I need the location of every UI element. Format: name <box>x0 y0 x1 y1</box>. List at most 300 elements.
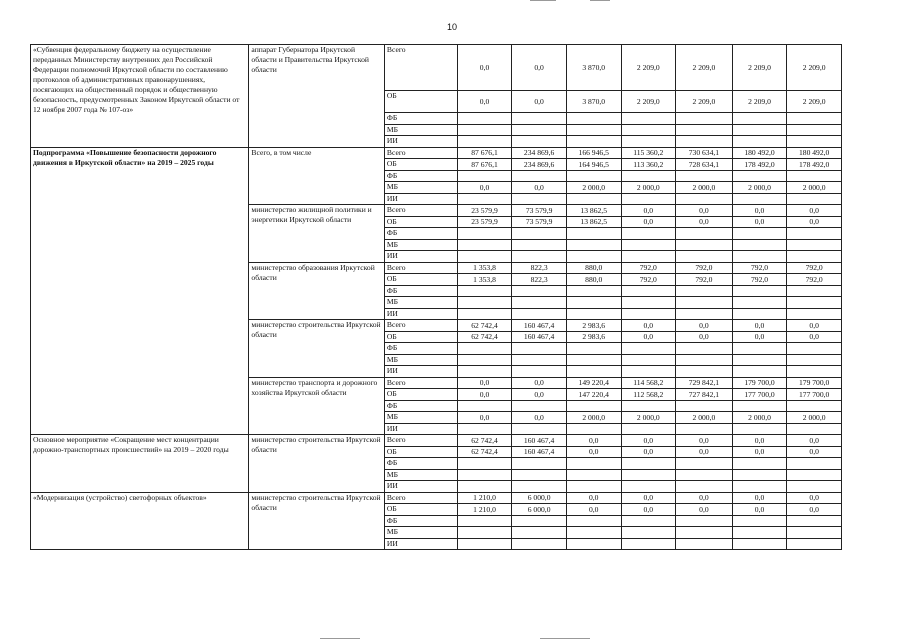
funding-source: ФБ <box>384 285 457 297</box>
amount-cell: 2 983,6 <box>566 331 621 343</box>
amount-cell <box>566 515 621 527</box>
amount-cell <box>732 527 787 539</box>
amount-cell <box>732 285 787 297</box>
amount-cell <box>676 366 733 378</box>
amount-cell <box>566 366 621 378</box>
amount-cell: 2 000,0 <box>787 412 842 424</box>
executor-cell: министерство транспорта и дорожного хозяйства Иркутской области <box>249 377 385 435</box>
amount-cell <box>512 458 567 470</box>
amount-cell: 727 842,1 <box>676 389 733 401</box>
amount-cell: 62 742,4 <box>457 320 512 332</box>
amount-cell <box>566 193 621 205</box>
amount-cell <box>732 343 787 355</box>
amount-cell <box>512 515 567 527</box>
funding-source: ИИ <box>384 538 457 550</box>
funding-source: Всего <box>384 147 457 159</box>
amount-cell <box>732 308 787 320</box>
amount-cell: 880,0 <box>566 274 621 286</box>
amount-cell <box>457 366 512 378</box>
table-row <box>31 147 842 159</box>
amount-cell <box>457 113 512 125</box>
amount-cell <box>787 193 842 205</box>
executor-cell: министерство строительства Иркутской области <box>249 320 385 378</box>
amount-cell <box>457 481 512 493</box>
amount-cell <box>512 343 567 355</box>
amount-cell: 0,0 <box>787 331 842 343</box>
amount-cell <box>621 354 676 366</box>
amount-cell <box>621 538 676 550</box>
amount-cell: 0,0 <box>621 216 676 228</box>
amount-cell <box>732 538 787 550</box>
amount-cell <box>457 400 512 412</box>
amount-cell: 23 579,9 <box>457 216 512 228</box>
amount-cell: 178 492,0 <box>732 159 787 171</box>
executor-cell: аппарат Губернатора Иркутской области и Правительства Иркутской области <box>249 45 385 148</box>
funding-source: ФБ <box>384 170 457 182</box>
amount-cell: 149 220,4 <box>566 377 621 389</box>
amount-cell: 0,0 <box>676 320 733 332</box>
amount-cell <box>512 354 567 366</box>
amount-cell <box>457 458 512 470</box>
amount-cell <box>566 458 621 470</box>
amount-cell <box>676 136 733 148</box>
funding-source: ФБ <box>384 228 457 240</box>
funding-source: ОБ <box>384 274 457 286</box>
amount-cell: 0,0 <box>621 320 676 332</box>
amount-cell: 0,0 <box>676 331 733 343</box>
amount-cell: 160 467,4 <box>512 446 567 458</box>
amount-cell <box>457 136 512 148</box>
amount-cell <box>512 285 567 297</box>
amount-cell: 822,3 <box>512 274 567 286</box>
amount-cell <box>732 354 787 366</box>
amount-cell: 0,0 <box>457 377 512 389</box>
amount-cell: 792,0 <box>787 262 842 274</box>
funding-source: Всего <box>384 377 457 389</box>
funding-source: ОБ <box>384 504 457 516</box>
amount-cell <box>457 527 512 539</box>
amount-cell: 0,0 <box>732 504 787 516</box>
amount-cell <box>732 400 787 412</box>
amount-cell <box>676 285 733 297</box>
amount-cell <box>621 423 676 435</box>
amount-cell: 2 209,0 <box>621 91 676 113</box>
amount-cell: 0,0 <box>621 205 676 217</box>
amount-cell: 0,0 <box>732 205 787 217</box>
amount-cell: 0,0 <box>676 205 733 217</box>
funding-source: ФБ <box>384 400 457 412</box>
amount-cell: 0,0 <box>457 412 512 424</box>
amount-cell <box>621 515 676 527</box>
amount-cell <box>621 308 676 320</box>
amount-cell <box>787 366 842 378</box>
executor-cell: министерство образования Иркутской области <box>249 262 385 320</box>
amount-cell: 1 353,8 <box>457 262 512 274</box>
funding-source: МБ <box>384 182 457 194</box>
scan-artifact <box>530 0 556 1</box>
amount-cell: 792,0 <box>787 274 842 286</box>
amount-cell <box>787 400 842 412</box>
amount-cell <box>676 170 733 182</box>
amount-cell: 13 862,5 <box>566 205 621 217</box>
amount-cell <box>566 343 621 355</box>
scan-artifact <box>320 638 360 639</box>
amount-cell: 62 742,4 <box>457 331 512 343</box>
amount-cell: 730 634,1 <box>676 147 733 159</box>
amount-cell: 0,0 <box>512 389 567 401</box>
amount-cell <box>566 228 621 240</box>
amount-cell: 0,0 <box>676 435 733 447</box>
amount-cell <box>457 354 512 366</box>
amount-cell <box>566 124 621 136</box>
amount-cell <box>732 170 787 182</box>
amount-cell <box>787 354 842 366</box>
amount-cell <box>676 400 733 412</box>
amount-cell: 177 700,0 <box>787 389 842 401</box>
amount-cell <box>732 113 787 125</box>
program-title: «Субвенция федеральному бюджету на осуществление переданных Министерству внутренних дел Российской Федерации полномочий Иркутской области по составлению протоколов об административных правонарушениях, посягающих на общественный порядок и общественную безопасность, предусмотренных Законом Иркутской области от 12 ноября 2007 года № 107-оз» <box>33 45 240 114</box>
amount-cell <box>566 297 621 309</box>
amount-cell <box>787 297 842 309</box>
amount-cell <box>457 538 512 550</box>
amount-cell: 0,0 <box>566 504 621 516</box>
amount-cell <box>621 251 676 263</box>
funding-source: ОБ <box>384 159 457 171</box>
amount-cell <box>787 527 842 539</box>
amount-cell: 1 210,0 <box>457 492 512 504</box>
amount-cell <box>732 366 787 378</box>
amount-cell: 0,0 <box>621 504 676 516</box>
amount-cell: 179 700,0 <box>787 377 842 389</box>
amount-cell: 0,0 <box>512 45 567 91</box>
amount-cell <box>566 481 621 493</box>
amount-cell <box>787 136 842 148</box>
amount-cell <box>457 469 512 481</box>
program-title: «Модернизация (устройство) светофорных объектов» <box>33 492 207 502</box>
amount-cell <box>512 366 567 378</box>
amount-cell: 792,0 <box>676 262 733 274</box>
amount-cell: 0,0 <box>787 504 842 516</box>
amount-cell <box>732 297 787 309</box>
amount-cell <box>732 124 787 136</box>
amount-cell: 0,0 <box>787 492 842 504</box>
amount-cell: 2 000,0 <box>787 182 842 194</box>
funding-source: ФБ <box>384 343 457 355</box>
amount-cell <box>732 251 787 263</box>
funding-source: МБ <box>384 239 457 251</box>
table-row <box>31 435 842 447</box>
amount-cell: 3 870,0 <box>566 91 621 113</box>
amount-cell: 62 742,4 <box>457 435 512 447</box>
amount-cell: 0,0 <box>787 435 842 447</box>
funding-source: ИИ <box>384 481 457 493</box>
amount-cell <box>457 297 512 309</box>
amount-cell <box>787 251 842 263</box>
amount-cell: 112 568,2 <box>621 389 676 401</box>
amount-cell <box>512 136 567 148</box>
funding-source: ОБ <box>384 446 457 458</box>
amount-cell: 2 000,0 <box>732 182 787 194</box>
amount-cell <box>732 515 787 527</box>
program-title-cell <box>31 435 249 493</box>
amount-cell <box>621 400 676 412</box>
amount-cell: 822,3 <box>512 262 567 274</box>
amount-cell: 2 983,6 <box>566 320 621 332</box>
amount-cell: 2 209,0 <box>732 91 787 113</box>
funding-source: ИИ <box>384 193 457 205</box>
amount-cell <box>566 239 621 251</box>
amount-cell <box>566 308 621 320</box>
amount-cell: 1 353,8 <box>457 274 512 286</box>
amount-cell: 0,0 <box>787 205 842 217</box>
funding-source: ИИ <box>384 423 457 435</box>
amount-cell <box>676 297 733 309</box>
amount-cell: 880,0 <box>566 262 621 274</box>
amount-cell: 0,0 <box>676 216 733 228</box>
amount-cell: 792,0 <box>732 274 787 286</box>
amount-cell <box>512 469 567 481</box>
amount-cell <box>676 538 733 550</box>
amount-cell: 0,0 <box>457 182 512 194</box>
amount-cell <box>676 251 733 263</box>
amount-cell <box>566 285 621 297</box>
funding-source: МБ <box>384 354 457 366</box>
amount-cell <box>621 481 676 493</box>
amount-cell: 160 467,4 <box>512 320 567 332</box>
executor-cell: министерство строительства Иркутской области <box>249 492 385 550</box>
funding-source: МБ <box>384 412 457 424</box>
amount-cell: 234 869,6 <box>512 147 567 159</box>
amount-cell <box>512 527 567 539</box>
amount-cell: 0,0 <box>566 492 621 504</box>
amount-cell: 0,0 <box>512 91 567 113</box>
amount-cell <box>787 538 842 550</box>
funding-source: МБ <box>384 527 457 539</box>
amount-cell: 73 579,9 <box>512 205 567 217</box>
amount-cell: 2 209,0 <box>676 45 733 91</box>
amount-cell: 113 360,2 <box>621 159 676 171</box>
amount-cell <box>457 239 512 251</box>
scan-artifact <box>540 638 590 639</box>
program-title: Подпрограмма «Повышение безопасности дорожного движения в Иркутской области» на 2019 – 2025 годы <box>33 147 217 167</box>
amount-cell: 792,0 <box>621 274 676 286</box>
amount-cell <box>621 113 676 125</box>
amount-cell <box>787 285 842 297</box>
amount-cell: 0,0 <box>566 435 621 447</box>
amount-cell <box>457 285 512 297</box>
program-title-cell <box>31 492 249 550</box>
amount-cell: 792,0 <box>732 262 787 274</box>
funding-source: МБ <box>384 124 457 136</box>
amount-cell <box>566 354 621 366</box>
funding-source: ФБ <box>384 113 457 125</box>
scan-artifact <box>590 0 610 1</box>
amount-cell: 179 700,0 <box>732 377 787 389</box>
amount-cell <box>732 423 787 435</box>
amount-cell <box>457 343 512 355</box>
amount-cell <box>732 469 787 481</box>
amount-cell: 2 209,0 <box>732 45 787 91</box>
amount-cell <box>621 343 676 355</box>
amount-cell <box>676 423 733 435</box>
program-title: Основное мероприятие «Сокращение мест концентрации дорожно-транспортных происшествий» на 2019 – 2020 годы <box>33 435 229 454</box>
amount-cell <box>457 423 512 435</box>
amount-cell <box>787 469 842 481</box>
amount-cell <box>621 124 676 136</box>
amount-cell: 0,0 <box>457 389 512 401</box>
amount-cell <box>457 308 512 320</box>
funding-source: Всего <box>384 320 457 332</box>
amount-cell <box>512 400 567 412</box>
amount-cell <box>512 170 567 182</box>
executor-cell: министерство строительства Иркутской области <box>249 435 385 493</box>
amount-cell: 0,0 <box>512 182 567 194</box>
amount-cell: 0,0 <box>621 446 676 458</box>
amount-cell: 0,0 <box>732 492 787 504</box>
table-row <box>31 45 842 91</box>
amount-cell <box>566 251 621 263</box>
amount-cell <box>732 481 787 493</box>
amount-cell: 0,0 <box>512 377 567 389</box>
amount-cell <box>787 343 842 355</box>
amount-cell <box>787 515 842 527</box>
amount-cell <box>787 113 842 125</box>
funding-source: ИИ <box>384 136 457 148</box>
amount-cell: 0,0 <box>732 216 787 228</box>
amount-cell <box>621 285 676 297</box>
amount-cell <box>621 527 676 539</box>
amount-cell <box>621 136 676 148</box>
amount-cell <box>566 527 621 539</box>
amount-cell: 23 579,9 <box>457 205 512 217</box>
funding-source: ОБ <box>384 331 457 343</box>
amount-cell <box>512 193 567 205</box>
amount-cell: 792,0 <box>621 262 676 274</box>
amount-cell: 0,0 <box>732 446 787 458</box>
amount-cell <box>621 469 676 481</box>
amount-cell: 2 000,0 <box>676 412 733 424</box>
amount-cell: 0,0 <box>732 331 787 343</box>
funding-source: ОБ <box>384 91 457 113</box>
financing-table <box>30 44 842 550</box>
amount-cell <box>621 366 676 378</box>
amount-cell: 166 946,5 <box>566 147 621 159</box>
amount-cell: 3 870,0 <box>566 45 621 91</box>
amount-cell <box>676 124 733 136</box>
amount-cell <box>676 354 733 366</box>
amount-cell <box>566 469 621 481</box>
amount-cell <box>512 239 567 251</box>
amount-cell <box>512 124 567 136</box>
amount-cell <box>621 297 676 309</box>
amount-cell: 0,0 <box>676 492 733 504</box>
amount-cell: 2 209,0 <box>787 45 842 91</box>
program-title-cell <box>31 45 249 148</box>
amount-cell <box>676 228 733 240</box>
amount-cell <box>566 136 621 148</box>
table-row <box>31 492 842 504</box>
amount-cell <box>566 423 621 435</box>
amount-cell <box>566 400 621 412</box>
funding-source: МБ <box>384 469 457 481</box>
funding-source: Всего <box>384 45 457 91</box>
amount-cell <box>457 124 512 136</box>
amount-cell: 87 676,1 <box>457 147 512 159</box>
amount-cell <box>512 423 567 435</box>
amount-cell <box>512 538 567 550</box>
amount-cell <box>566 113 621 125</box>
amount-cell: 0,0 <box>566 446 621 458</box>
amount-cell <box>512 308 567 320</box>
amount-cell <box>512 481 567 493</box>
amount-cell: 234 869,6 <box>512 159 567 171</box>
amount-cell: 2 209,0 <box>621 45 676 91</box>
amount-cell <box>787 228 842 240</box>
amount-cell: 164 946,5 <box>566 159 621 171</box>
amount-cell <box>676 343 733 355</box>
amount-cell: 0,0 <box>787 216 842 228</box>
amount-cell <box>787 170 842 182</box>
amount-cell <box>787 423 842 435</box>
amount-cell: 177 700,0 <box>732 389 787 401</box>
amount-cell: 160 467,4 <box>512 435 567 447</box>
amount-cell <box>676 239 733 251</box>
amount-cell: 729 842,1 <box>676 377 733 389</box>
amount-cell: 115 360,2 <box>621 147 676 159</box>
amount-cell <box>676 527 733 539</box>
funding-source: Всего <box>384 435 457 447</box>
amount-cell <box>732 239 787 251</box>
amount-cell <box>457 193 512 205</box>
amount-cell <box>732 193 787 205</box>
amount-cell: 0,0 <box>676 504 733 516</box>
amount-cell <box>621 193 676 205</box>
amount-cell: 180 492,0 <box>732 147 787 159</box>
funding-source: Всего <box>384 205 457 217</box>
amount-cell <box>512 113 567 125</box>
amount-cell <box>621 239 676 251</box>
amount-cell <box>676 458 733 470</box>
amount-cell: 13 862,5 <box>566 216 621 228</box>
amount-cell <box>566 170 621 182</box>
amount-cell: 0,0 <box>621 435 676 447</box>
amount-cell: 2 209,0 <box>787 91 842 113</box>
amount-cell: 87 676,1 <box>457 159 512 171</box>
funding-source: Всего <box>384 262 457 274</box>
amount-cell <box>676 481 733 493</box>
funding-source: ОБ <box>384 216 457 228</box>
amount-cell: 728 634,1 <box>676 159 733 171</box>
funding-source: ОБ <box>384 389 457 401</box>
amount-cell <box>732 228 787 240</box>
amount-cell <box>621 228 676 240</box>
executor-cell: Всего, в том числе <box>249 147 385 205</box>
amount-cell: 2 000,0 <box>621 412 676 424</box>
amount-cell: 1 210,0 <box>457 504 512 516</box>
amount-cell: 62 742,4 <box>457 446 512 458</box>
amount-cell <box>457 228 512 240</box>
amount-cell <box>621 170 676 182</box>
amount-cell: 0,0 <box>621 492 676 504</box>
amount-cell: 0,0 <box>732 320 787 332</box>
amount-cell: 147 220,4 <box>566 389 621 401</box>
amount-cell: 0,0 <box>787 446 842 458</box>
amount-cell <box>457 170 512 182</box>
executor-cell: министерство жилищной политики и энергетики Иркутской области <box>249 205 385 263</box>
amount-cell <box>732 136 787 148</box>
amount-cell: 0,0 <box>676 446 733 458</box>
amount-cell: 180 492,0 <box>787 147 842 159</box>
